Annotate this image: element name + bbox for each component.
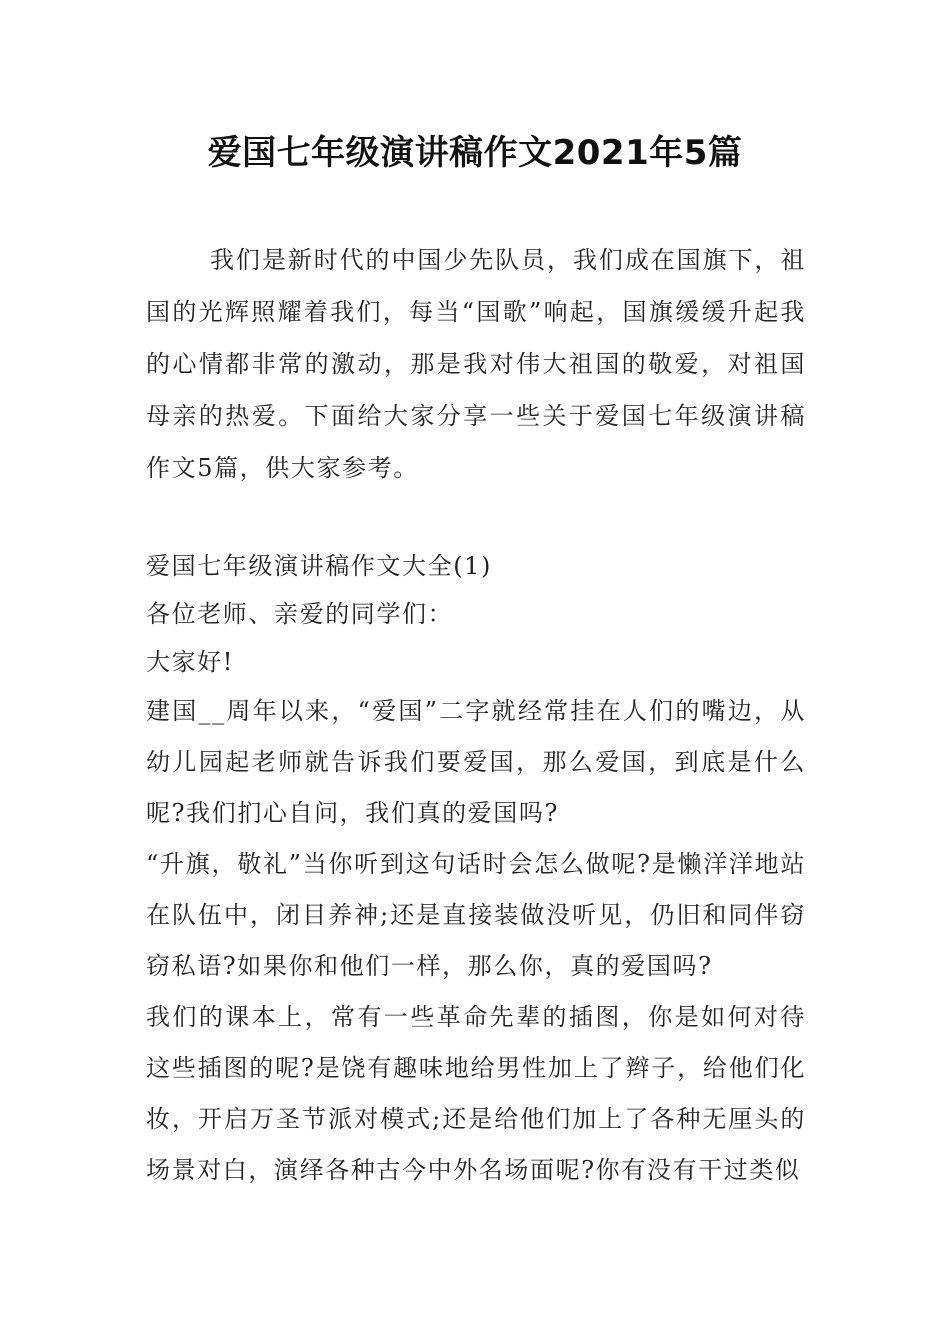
document-title: 爱国七年级演讲稿作文2021年5篇 <box>207 133 743 173</box>
body-paragraph: “升旗，敬礼”当你听到这句话时会怎么做呢?是懒洋洋地站在队伍中，闭目养神;还是直接装做没听见，仍旧和同伴窃窃私语?如果你和他们一样，那么你，真的爱国吗? <box>146 850 806 980</box>
greeting-line: 大家好! <box>146 648 235 676</box>
body-paragraph: 我们的课本上，常有一些革命先辈的插图，你是如何对待这些插图的呢?是饶有趣味地给男性加上了辫子，给他们化妆，开启万圣节派对模式;还是给他们加上了各种无厘头的场景对白，演绎各种古今中外名场面呢?你有没有干过类似 <box>146 1003 806 1184</box>
section-heading: 爱国七年级演讲稿作文大全(1) <box>146 552 492 580</box>
section-spacer <box>146 494 806 542</box>
intro-paragraph: 我们是新时代的中国少先队员，我们成在国旗下，祖国的光辉照耀着我们，每当“国歌”响起，国旗缓缓升起我的心情都非常的激动，那是我对伟大祖国的敬爱，对祖国母亲的热爱。下面给大家分享一些关于爱国七年级演讲稿作文5篇，供大家参考。 <box>146 246 806 482</box>
document-body <box>146 234 806 1196</box>
body-paragraph: 建国__周年以来，“爱国”二字就经常挂在人们的嘴边，从幼儿园起老师就告诉我们要爱国，那么爱国，到底是什么呢?我们扪心自问，我们真的爱国吗? <box>146 697 806 827</box>
salutation-line: 各位老师、亲爱的同学们： <box>146 600 454 628</box>
